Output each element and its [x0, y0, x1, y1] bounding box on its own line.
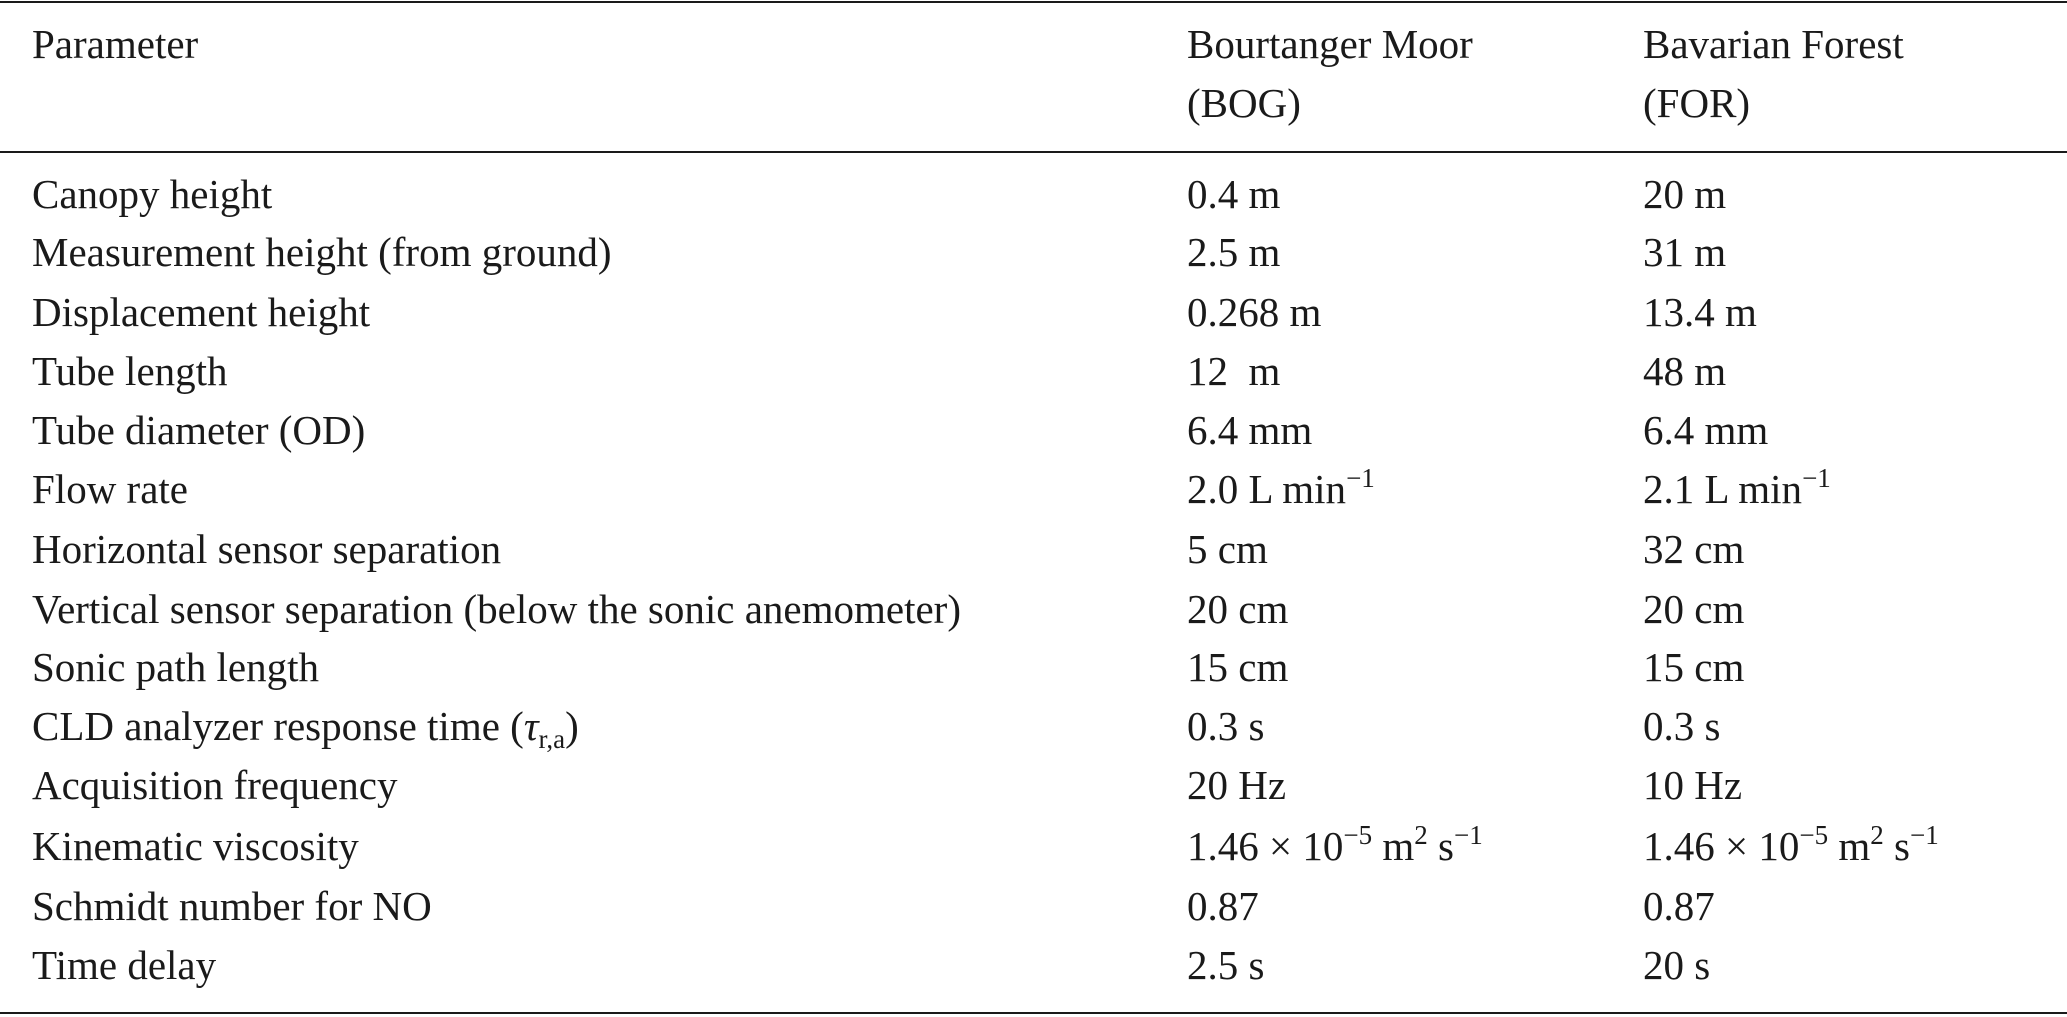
row-horizontal-separation-bog: 5 cm: [1187, 526, 1268, 572]
row-vertical-separation-bog: 20 cm: [1187, 586, 1289, 632]
flow-rate-for-exp: −1: [1802, 463, 1831, 493]
row-acquisition-frequency-param: Acquisition frequency: [32, 762, 398, 808]
row-sonic-path-param: Sonic path length: [32, 644, 319, 690]
tau-subscript: r,a: [538, 724, 566, 754]
row-sonic-path-bog: 15 cm: [1187, 644, 1289, 690]
header-for-line2: (FOR): [1643, 80, 1751, 126]
viscosity-for-m-exp: 2: [1870, 820, 1884, 850]
viscosity-bog-s-exp: −1: [1453, 820, 1483, 850]
row-response-time-param: [32, 703, 579, 754]
row-tube-length-param: Tube length: [32, 348, 228, 394]
row-acquisition-frequency-bog: 20 Hz: [1187, 762, 1287, 808]
row-displacement-height-param: Displacement height: [32, 289, 371, 335]
header-for-line1: Bavarian Forest: [1643, 21, 1904, 67]
row-kinematic-viscosity-param: Kinematic viscosity: [32, 823, 359, 869]
row-schmidt-number-for: 0.87: [1643, 883, 1715, 929]
response-time-close: ): [565, 703, 579, 749]
row-tube-diameter-bog: 6.4 mm: [1187, 407, 1313, 453]
header-bog-line1: Bourtanger Moor: [1187, 21, 1473, 67]
row-time-delay-param: Time delay: [32, 942, 217, 988]
row-vertical-separation-for: 20 cm: [1643, 586, 1745, 632]
row-canopy-height-param: Canopy height: [32, 171, 273, 217]
row-measurement-height-for: 31 m: [1643, 229, 1727, 275]
row-horizontal-separation-for: 32 cm: [1643, 526, 1745, 572]
viscosity-for-m: m: [1828, 823, 1871, 869]
row-schmidt-number-param: Schmidt number for NO: [32, 883, 432, 929]
row-canopy-height-bog: 0.4 m: [1187, 171, 1281, 217]
viscosity-for-s: s: [1883, 823, 1910, 869]
row-tube-length-bog: 12 m: [1187, 348, 1281, 394]
header-bog-line2: (BOG): [1187, 80, 1301, 126]
viscosity-bog-mantissa: 1.46 × 10: [1187, 823, 1344, 869]
row-tube-diameter-param: Tube diameter (OD): [32, 407, 366, 453]
row-response-time-bog: 0.3 s: [1187, 703, 1265, 749]
viscosity-bog-m-exp: 2: [1414, 820, 1428, 850]
row-canopy-height-for: 20 m: [1643, 171, 1727, 217]
row-flow-rate-for: [1643, 463, 1831, 512]
row-horizontal-separation-param: Horizontal sensor separation: [32, 526, 502, 572]
row-measurement-height-param: Measurement height (from ground): [32, 229, 612, 275]
row-vertical-separation-param: Vertical sensor separation (below the sonic anemometer): [32, 586, 961, 632]
row-displacement-height-bog: 0.268 m: [1187, 289, 1322, 335]
flow-rate-bog-exp: −1: [1346, 463, 1375, 493]
viscosity-for-mantissa: 1.46 × 10: [1643, 823, 1800, 869]
row-tube-length-for: 48 m: [1643, 348, 1727, 394]
row-measurement-height-bog: 2.5 m: [1187, 229, 1281, 275]
row-tube-diameter-for: 6.4 mm: [1643, 407, 1769, 453]
viscosity-for-exp: −5: [1799, 820, 1829, 850]
row-flow-rate-bog: [1187, 463, 1375, 512]
viscosity-bog-m: m: [1372, 823, 1415, 869]
row-time-delay-for: 20 s: [1643, 942, 1711, 988]
viscosity-for-s-exp: −1: [1909, 820, 1939, 850]
row-acquisition-frequency-for: 10 Hz: [1643, 762, 1743, 808]
flow-rate-bog-base: 2.0 L min: [1187, 466, 1347, 512]
row-schmidt-number-bog: 0.87: [1187, 883, 1259, 929]
header-rule: [0, 151, 2067, 153]
header-parameter: Parameter: [32, 21, 199, 67]
viscosity-bog-exp: −5: [1343, 820, 1373, 850]
tau-symbol: τ: [523, 703, 539, 749]
row-kinematic-viscosity-for: [1643, 820, 1939, 869]
row-displacement-height-for: 13.4 m: [1643, 289, 1757, 335]
response-time-label: CLD analyzer response time (: [32, 703, 524, 749]
row-flow-rate-param: Flow rate: [32, 466, 188, 512]
bottom-rule: [0, 1012, 2067, 1014]
top-rule: [0, 1, 2067, 3]
row-kinematic-viscosity-bog: [1187, 820, 1483, 869]
row-response-time-for: 0.3 s: [1643, 703, 1721, 749]
row-time-delay-bog: 2.5 s: [1187, 942, 1265, 988]
flow-rate-for-base: 2.1 L min: [1643, 466, 1803, 512]
row-sonic-path-for: 15 cm: [1643, 644, 1745, 690]
viscosity-bog-s: s: [1427, 823, 1454, 869]
